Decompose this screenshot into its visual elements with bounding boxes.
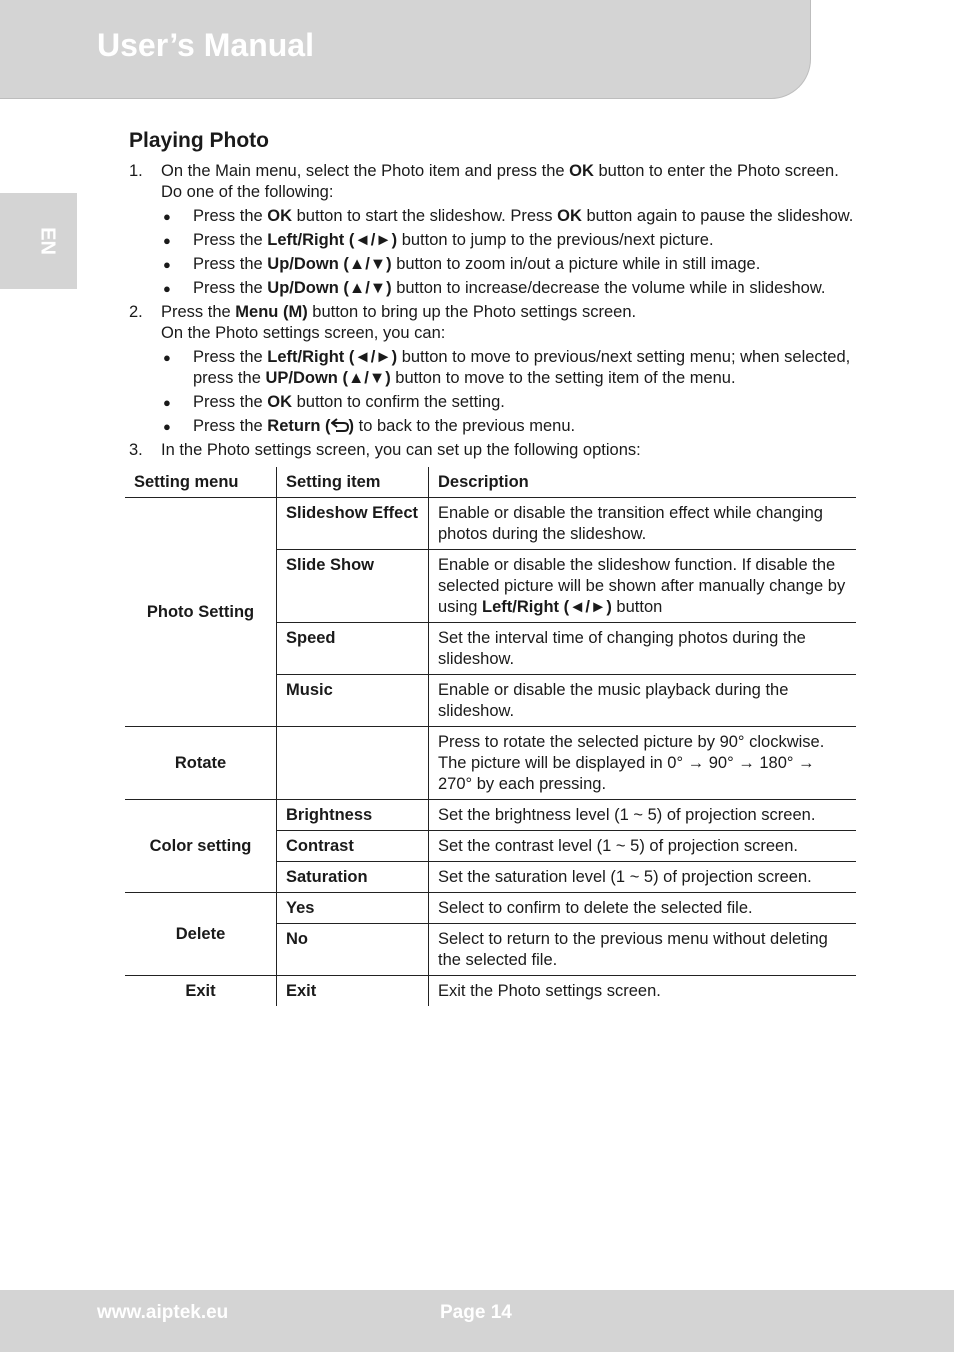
text: Press the xyxy=(193,348,268,366)
setting-menu-cell: Delete xyxy=(125,893,277,976)
column-header: Setting item xyxy=(277,467,429,498)
text: Press the xyxy=(193,279,268,297)
key-name: OK xyxy=(267,207,293,225)
setting-menu-cell: Rotate xyxy=(125,727,277,800)
text: Press the xyxy=(193,231,268,249)
step-2 xyxy=(129,302,856,437)
list-item xyxy=(161,278,856,299)
text: button to move to the setting item of the menu. xyxy=(390,369,736,387)
setting-item-cell: Slideshow Effect xyxy=(277,498,429,550)
description-cell: Enable or disable the music playback during the slideshow. xyxy=(429,675,857,727)
bullet-icon: ● xyxy=(163,350,171,365)
description-cell: Set the interval time of changing photos during the slideshow. xyxy=(429,623,857,675)
bullet-icon: ● xyxy=(163,209,171,224)
text: Press the xyxy=(193,393,268,411)
text: button to increase/decrease the volume while in slideshow. xyxy=(391,279,826,297)
text: to back to the previous menu. xyxy=(354,417,576,435)
document-title: User’s Manual xyxy=(97,27,314,63)
description-cell: Select to return to the previous menu without deleting the selected file. xyxy=(429,924,857,976)
setting-item-cell: Speed xyxy=(277,623,429,675)
description-cell: Exit the Photo settings screen. xyxy=(438,982,661,1000)
step-text xyxy=(161,161,856,182)
text: Enable or disable the slideshow function. If disable the selected picture will be shown after manually change by using xyxy=(438,556,846,616)
column-header: Description xyxy=(429,467,857,498)
text: button to bring up the Photo settings screen. xyxy=(307,303,637,321)
step-subtext: On the Photo settings screen, you can: xyxy=(161,324,446,342)
setting-item-cell: No xyxy=(277,924,429,976)
text: button to jump to the previous/next picture. xyxy=(397,231,714,249)
text: button to start the slideshow. Press xyxy=(292,207,558,225)
key-name xyxy=(267,417,354,435)
key-name: OK xyxy=(557,207,582,225)
setting-item-cell: Music xyxy=(277,675,429,727)
step-number: 2. xyxy=(129,303,143,321)
list-item xyxy=(161,230,856,251)
text: Return ( xyxy=(267,417,331,435)
table-row xyxy=(125,800,856,831)
key-name: OK xyxy=(267,393,293,411)
text: button again to pause the slideshow. xyxy=(581,207,854,225)
setting-item-cell: Contrast xyxy=(277,831,429,862)
setting-item-cell: Yes xyxy=(277,893,429,924)
table-row xyxy=(125,893,856,924)
step-text: In the Photo settings screen, you can set up the following options: xyxy=(161,441,641,459)
bullet-list xyxy=(161,347,856,437)
text: ) xyxy=(348,417,355,435)
setting-item-cell: Brightness xyxy=(277,800,429,831)
bullet-icon: ● xyxy=(163,281,171,296)
step-1 xyxy=(129,161,856,299)
key-name: Menu (M) xyxy=(235,303,308,321)
step-text xyxy=(161,302,856,323)
setting-item-cell xyxy=(277,727,429,800)
text: Press the xyxy=(193,417,268,435)
table-row xyxy=(125,498,856,550)
setting-item-cell: Slide Show xyxy=(277,550,429,623)
table-row xyxy=(125,727,856,800)
main-content xyxy=(129,127,856,1006)
list-item xyxy=(161,206,856,227)
text: On the Main menu, select the Photo item and press the xyxy=(161,162,570,180)
page-number: Page 14 xyxy=(440,1302,512,1323)
setting-item-cell: Saturation xyxy=(277,862,429,893)
setting-item-cell: Exit xyxy=(277,976,429,1007)
list-item xyxy=(161,392,856,413)
list-item xyxy=(161,416,856,437)
key-name: UP/Down (▲/▼) xyxy=(265,369,391,387)
setting-menu-cell: Color setting xyxy=(125,800,277,893)
description-cell: Enable or disable the transition effect while changing photos during the slideshow. xyxy=(429,498,857,550)
text: Press the xyxy=(193,207,268,225)
description-cell: Set the contrast level (1 ~ 5) of projection screen. xyxy=(429,831,857,862)
key-name: Up/Down (▲/▼) xyxy=(267,279,392,297)
list-item xyxy=(161,347,856,389)
text: button to zoom in/out a picture while in still image. xyxy=(391,255,761,273)
text: button xyxy=(611,598,663,616)
description-cell xyxy=(429,550,857,623)
return-icon xyxy=(331,418,349,433)
column-header: Setting menu xyxy=(125,467,277,498)
step-3 xyxy=(129,440,856,461)
bullet-icon: ● xyxy=(163,233,171,248)
key-name: Left/Right (◄/►) xyxy=(267,348,398,366)
settings-table xyxy=(125,467,856,1006)
section-title: Playing Photo xyxy=(129,129,270,152)
text: button to enter the Photo screen. xyxy=(593,162,839,180)
setting-menu-cell: Exit xyxy=(125,976,277,1007)
step-number: 1. xyxy=(129,162,143,180)
bullet-icon: ● xyxy=(163,395,171,410)
list-item xyxy=(161,254,856,275)
text: Press the xyxy=(193,255,268,273)
text: Press the xyxy=(161,303,236,321)
key-name: OK xyxy=(569,162,594,180)
description-cell: Set the saturation level (1 ~ 5) of projection screen. xyxy=(429,862,857,893)
key-name: Up/Down (▲/▼) xyxy=(267,255,392,273)
setting-menu-cell: Photo Setting xyxy=(125,498,277,727)
bullet-icon: ● xyxy=(163,257,171,272)
footer-url: www.aiptek.eu xyxy=(97,1302,229,1323)
description-cell: Select to confirm to delete the selected file. xyxy=(429,893,857,924)
table-header-row xyxy=(125,467,856,498)
step-number: 3. xyxy=(129,441,143,459)
key-name: Left/Right (◄/►) xyxy=(267,231,398,249)
text: button to confirm the setting. xyxy=(292,393,505,411)
bullet-list xyxy=(161,206,856,299)
description-cell: Press to rotate the selected picture by 90° clockwise. The picture will be displayed in 0° → 90° → 180° → 270° by each pressing. xyxy=(429,727,857,800)
table-row xyxy=(125,976,856,1007)
description-cell: Set the brightness level (1 ~ 5) of projection screen. xyxy=(429,800,857,831)
step-subtext: Do one of the following: xyxy=(161,183,334,201)
text: button to move to previous/next setting menu; when selected, press the xyxy=(193,348,851,387)
bullet-icon: ● xyxy=(163,419,171,434)
key-name: Left/Right (◄/►) xyxy=(482,598,612,616)
language-label: EN xyxy=(36,227,59,255)
